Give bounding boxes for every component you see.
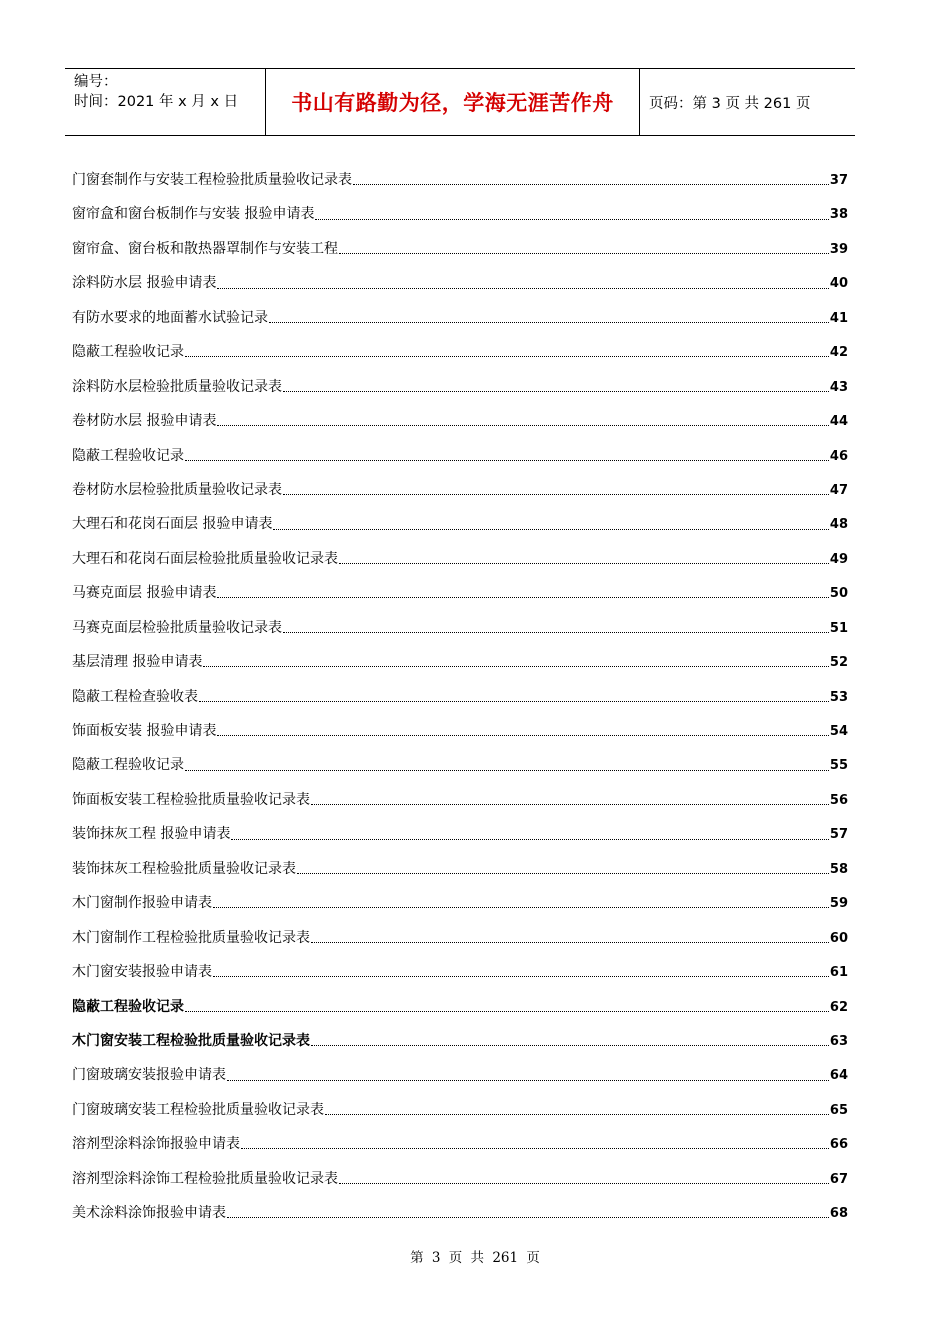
- toc-leader-dots: [315, 218, 828, 220]
- toc-entry-title: 窗帘盒和窗台板制作与安装 报验申请表: [72, 206, 315, 223]
- toc-entry[interactable]: [72, 1134, 848, 1168]
- toc-leader-dots: [311, 1044, 829, 1046]
- toc-entry[interactable]: [72, 480, 848, 514]
- toc-leader-dots: [217, 596, 828, 598]
- toc-entry-title: 饰面板安装 报验申请表: [72, 723, 217, 739]
- toc-entry[interactable]: [72, 859, 848, 893]
- toc-entry-page: 38: [829, 207, 848, 223]
- toc-entry-page: 40: [829, 276, 848, 292]
- toc-leader-dots: [231, 838, 828, 840]
- toc-entry-title: 木门窗安装报验申请表: [72, 964, 212, 981]
- toc-leader-dots: [311, 803, 829, 805]
- toc-entry-page: 59: [829, 896, 848, 912]
- toc-entry-page: 37: [829, 173, 848, 188]
- toc-entry-title: 门窗玻璃安装工程检验批质量验收记录表: [72, 1101, 324, 1118]
- toc-entry-page: 39: [829, 241, 848, 257]
- toc-entry-page: 43: [829, 379, 848, 395]
- toc-entry-page: 48: [829, 517, 848, 533]
- header-motto: 书山有路勤为径，学海无涯苦作舟: [291, 91, 614, 115]
- toc-entry[interactable]: [72, 446, 848, 480]
- toc-entry[interactable]: [72, 583, 848, 617]
- toc-entry[interactable]: [72, 618, 848, 652]
- toc-entry-title: 木门窗制作报验申请表: [72, 895, 212, 912]
- toc-entry-title: 装饰抹灰工程 报验申请表: [72, 826, 231, 843]
- toc-leader-dots: [227, 1216, 829, 1218]
- toc-entry-title: 饰面板安装工程检验批质量验收记录表: [72, 791, 310, 808]
- toc-leader-dots: [199, 700, 829, 702]
- page-header: [65, 68, 855, 136]
- toc-entry-title: 隐蔽工程验收记录: [72, 998, 184, 1015]
- toc-leader-dots: [283, 390, 829, 392]
- toc-leader-dots: [203, 665, 828, 667]
- toc-leader-dots: [227, 1079, 829, 1081]
- toc-entry-title: 卷材防水层 报验申请表: [72, 413, 217, 430]
- toc-entry-page: 63: [829, 1033, 848, 1049]
- table-of-contents: [72, 170, 848, 1238]
- header-page-code: 页码：第 3 页 共 261 页: [649, 95, 811, 112]
- toc-entry-title: 门窗玻璃安装报验申请表: [72, 1067, 226, 1084]
- toc-leader-dots: [185, 1010, 829, 1012]
- toc-entry-page: 62: [829, 999, 848, 1015]
- toc-entry-title: 隐蔽工程验收记录: [72, 344, 184, 361]
- toc-entry[interactable]: [72, 342, 848, 376]
- toc-leader-dots: [311, 941, 829, 943]
- toc-entry[interactable]: [72, 687, 848, 721]
- header-page-cell: [640, 69, 855, 135]
- toc-leader-dots: [297, 872, 829, 874]
- toc-entry[interactable]: [72, 1031, 848, 1065]
- toc-entry-title: 基层清理 报验申请表: [72, 654, 203, 671]
- toc-entry-title: 涂料防水层检验批质量验收记录表: [72, 378, 282, 395]
- toc-entry[interactable]: [72, 411, 848, 445]
- toc-entry-page: 64: [829, 1068, 848, 1084]
- toc-leader-dots: [217, 734, 828, 736]
- header-motto-cell: [266, 69, 640, 135]
- toc-leader-dots: [213, 906, 829, 908]
- toc-entry-page: 51: [829, 620, 848, 636]
- toc-leader-dots: [217, 287, 828, 289]
- toc-entry[interactable]: [72, 997, 848, 1031]
- toc-entry-page: 57: [829, 827, 848, 843]
- toc-leader-dots: [339, 252, 829, 254]
- toc-entry-page: 49: [829, 551, 848, 567]
- toc-entry-page: 66: [829, 1137, 848, 1153]
- document-number-label: 编号：: [74, 74, 118, 90]
- toc-entry-title: 溶剂型涂料涂饰工程检验批质量验收记录表: [72, 1170, 338, 1187]
- toc-entry-title: 大理石和花岗石面层 报验申请表: [72, 516, 273, 533]
- toc-entry-title: 马赛克面层检验批质量验收记录表: [72, 619, 282, 636]
- toc-leader-dots: [283, 493, 829, 495]
- toc-entry-page: 58: [829, 861, 848, 877]
- toc-leader-dots: [283, 631, 829, 633]
- toc-entry-title: 有防水要求的地面蓄水试验记录: [72, 309, 268, 326]
- toc-entry-page: 47: [829, 482, 848, 498]
- toc-entry[interactable]: [72, 308, 848, 342]
- toc-entry[interactable]: [72, 377, 848, 411]
- toc-entry-page: 55: [829, 758, 848, 774]
- toc-entry-page: 41: [829, 310, 848, 326]
- header-info: [65, 69, 266, 135]
- toc-entry-page: 42: [829, 345, 848, 361]
- toc-entry[interactable]: [72, 721, 848, 755]
- toc-leader-dots: [213, 975, 829, 977]
- toc-entry-page: 53: [829, 689, 848, 705]
- toc-entry[interactable]: [72, 790, 848, 824]
- toc-leader-dots: [185, 459, 829, 461]
- toc-entry-page: 46: [829, 448, 848, 464]
- toc-entry-title: 隐蔽工程检查验收表: [72, 688, 198, 705]
- toc-entry-title: 门窗套制作与安装工程检验批质量验收记录表: [72, 172, 352, 188]
- toc-entry[interactable]: [72, 1065, 848, 1099]
- toc-entry-title: 窗帘盒、窗台板和散热器罩制作与安装工程: [72, 240, 338, 257]
- toc-entry-title: 涂料防水层 报验申请表: [72, 275, 217, 292]
- toc-leader-dots: [185, 355, 829, 357]
- toc-entry-title: 马赛克面层 报验申请表: [72, 585, 217, 602]
- toc-entry-page: 50: [829, 586, 848, 602]
- toc-entry-page: 68: [829, 1206, 848, 1222]
- toc-entry[interactable]: [72, 1100, 848, 1134]
- toc-leader-dots: [273, 528, 828, 530]
- toc-entry-title: 装饰抹灰工程检验批质量验收记录表: [72, 860, 296, 877]
- toc-entry[interactable]: [72, 824, 848, 858]
- toc-leader-dots: [185, 769, 829, 771]
- toc-entry-title: 大理石和花岗石面层检验批质量验收记录表: [72, 550, 338, 567]
- toc-entry-page: 44: [829, 414, 848, 430]
- toc-entry-page: 67: [829, 1171, 848, 1187]
- toc-leader-dots: [241, 1147, 829, 1149]
- toc-entry[interactable]: [72, 273, 848, 307]
- toc-entry[interactable]: [72, 170, 848, 204]
- toc-leader-dots: [217, 424, 828, 426]
- toc-leader-dots: [325, 1113, 829, 1115]
- toc-entry-title: 木门窗制作工程检验批质量验收记录表: [72, 929, 310, 946]
- toc-entry[interactable]: [72, 514, 848, 548]
- toc-leader-dots: [339, 1182, 829, 1184]
- toc-entry[interactable]: [72, 893, 848, 927]
- toc-entry-page: 52: [829, 655, 848, 671]
- toc-entry[interactable]: [72, 755, 848, 789]
- toc-entry[interactable]: [72, 549, 848, 583]
- toc-leader-dots: [269, 321, 829, 323]
- toc-entry-page: 56: [829, 792, 848, 808]
- toc-entry[interactable]: [72, 962, 848, 996]
- toc-entry-title: 溶剂型涂料涂饰报验申请表: [72, 1136, 240, 1153]
- page-footer: 第 3 页 共 261 页: [410, 1250, 540, 1266]
- toc-entry[interactable]: [72, 1169, 848, 1203]
- toc-entry-title: 木门窗安装工程检验批质量验收记录表: [72, 1032, 310, 1049]
- toc-entry-title: 隐蔽工程验收记录: [72, 447, 184, 464]
- toc-entry[interactable]: [72, 204, 848, 238]
- toc-entry[interactable]: [72, 928, 848, 962]
- document-time: 时间：2021 年 x 月 x 日: [74, 94, 239, 110]
- toc-entry[interactable]: [72, 239, 848, 273]
- toc-entry-title: 美术涂料涂饰报验申请表: [72, 1205, 226, 1222]
- toc-entry-page: 65: [829, 1102, 848, 1118]
- toc-entry-page: 60: [829, 930, 848, 946]
- toc-entry-page: 61: [829, 965, 848, 981]
- toc-entry-title: 卷材防水层检验批质量验收记录表: [72, 481, 282, 498]
- toc-entry-page: 54: [829, 724, 848, 739]
- toc-entry[interactable]: [72, 1203, 848, 1237]
- toc-leader-dots: [339, 562, 829, 564]
- toc-entry[interactable]: [72, 652, 848, 686]
- toc-leader-dots: [353, 183, 829, 185]
- toc-entry-title: 隐蔽工程验收记录: [72, 757, 184, 774]
